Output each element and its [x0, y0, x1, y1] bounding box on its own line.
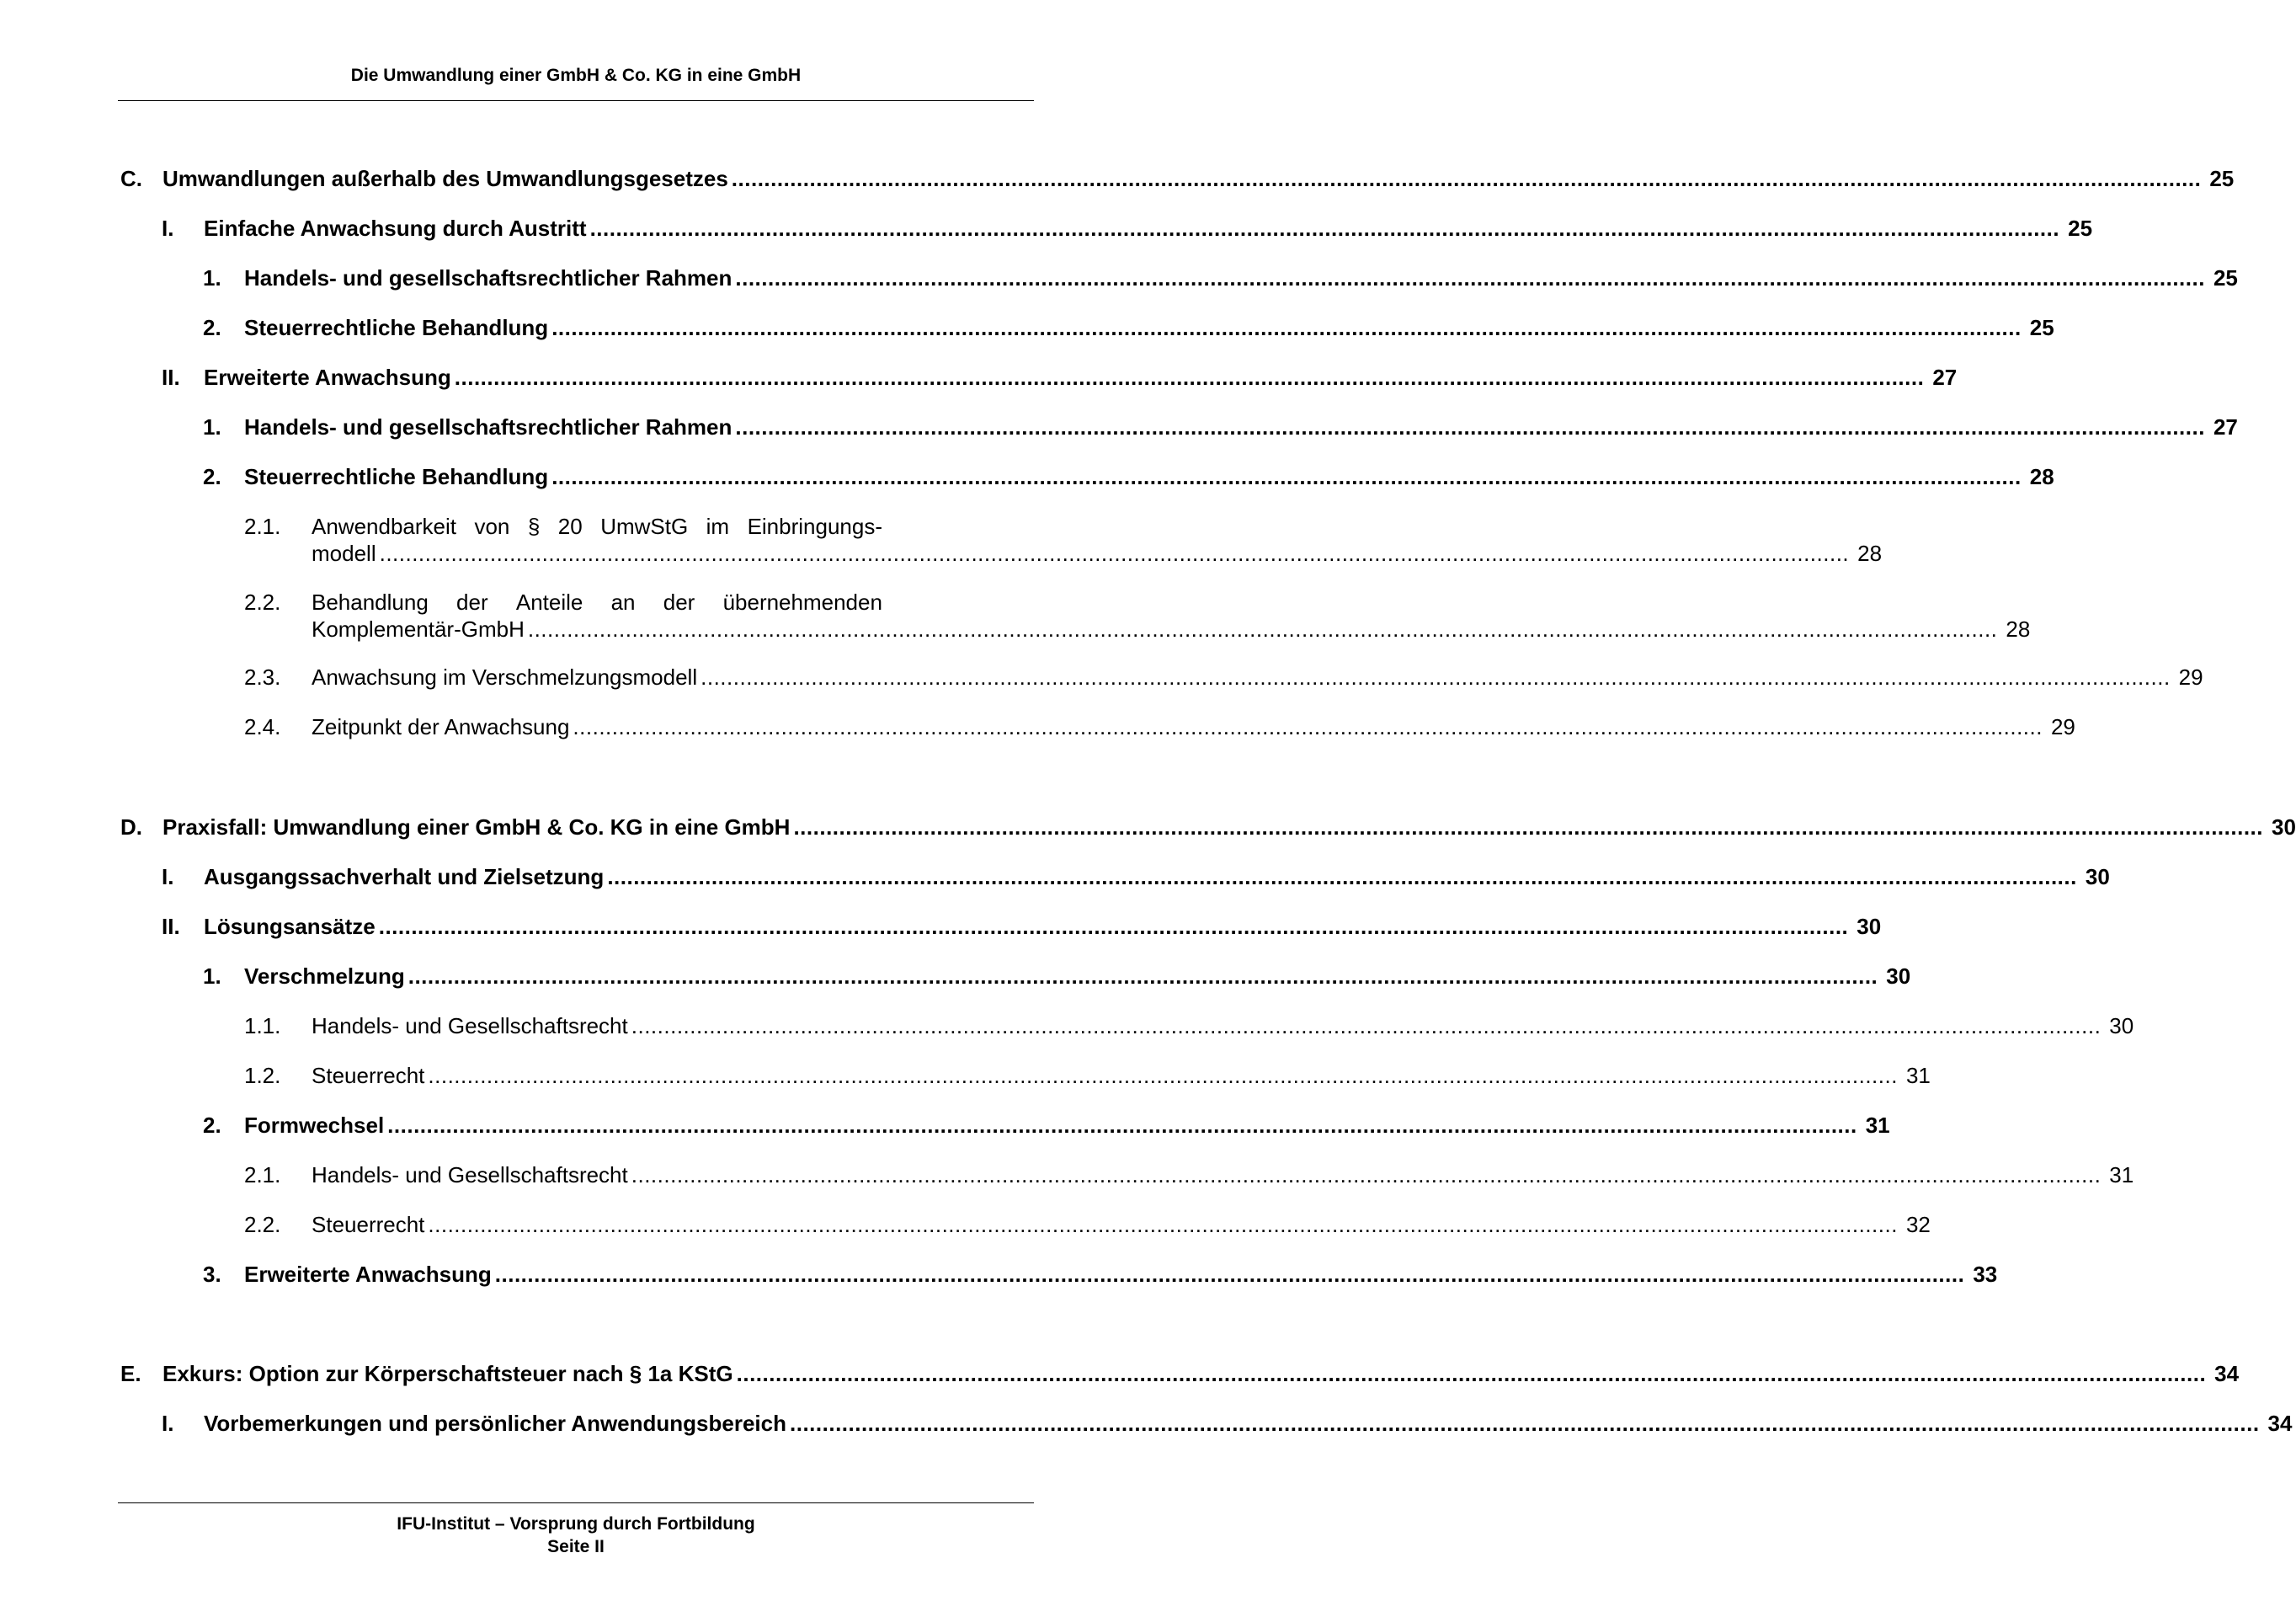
toc-page-number: 30	[1857, 914, 1882, 939]
toc-number: C.	[120, 166, 142, 191]
toc-leader-dots	[551, 464, 2022, 490]
toc-title: Steuerrecht	[312, 1063, 425, 1088]
toc-title: Handels- und gesellschaftsrechtlicher Rahmen	[244, 265, 732, 291]
toc-number: II.	[162, 365, 180, 390]
toc-entry[interactable]	[120, 1361, 2240, 1388]
toc-leader-dots	[732, 166, 2202, 192]
toc-leader-dots	[380, 541, 1850, 567]
toc-leader-dots	[631, 1162, 2102, 1188]
toc-title: Verschmelzung	[244, 963, 405, 989]
toc-number: 2.1.	[244, 514, 281, 539]
toc-number: I.	[162, 1411, 174, 1436]
toc-number: E.	[120, 1361, 141, 1386]
toc-page-number: 31	[1905, 1063, 1931, 1088]
toc-title-line1: Anwendbarkeit von § 20 UmwStG im Einbringungs-	[312, 514, 882, 539]
toc-entry[interactable]	[244, 1063, 1931, 1090]
toc-entry[interactable]	[162, 216, 2093, 243]
toc-entry[interactable]	[162, 914, 1882, 941]
toc-entry[interactable]	[244, 1162, 2134, 1189]
toc-leader-dots	[735, 265, 2205, 291]
footer-page-label: Seite II	[547, 1537, 605, 1556]
toc-entry[interactable]	[244, 664, 2203, 691]
toc-page-number: 33	[1973, 1262, 1998, 1287]
toc-title: Umwandlungen außerhalb des Umwandlungsgesetzes	[162, 166, 728, 191]
toc-page-number: 25	[2209, 166, 2235, 191]
toc-number: 2.2.	[244, 590, 281, 615]
toc-entry[interactable]	[203, 464, 2054, 491]
toc-page-number: 27	[2213, 414, 2238, 440]
toc-leader-dots	[701, 664, 2171, 691]
toc-title: Erweiterte Anwachsung	[204, 365, 451, 390]
toc-number: 1.	[203, 963, 221, 989]
toc-page-number: 30	[2109, 1013, 2134, 1038]
toc-leader-dots	[573, 714, 2043, 740]
toc-number: 3.	[203, 1262, 221, 1287]
toc-number: I.	[162, 216, 174, 241]
toc-number: I.	[162, 864, 174, 889]
toc-entry[interactable]	[162, 1411, 2293, 1438]
toc-number: 2.	[203, 464, 221, 489]
toc-number: 1.2.	[244, 1063, 281, 1088]
toc-title: Praxisfall: Umwandlung einer GmbH & Co. KG in eine GmbH	[162, 814, 791, 840]
toc-title: Handels- und Gesellschaftsrecht	[312, 1013, 628, 1038]
toc-entry[interactable]	[203, 1262, 1998, 1289]
toc-title: Einfache Anwachsung durch Austritt	[204, 216, 587, 241]
toc-entry[interactable]	[203, 315, 2054, 342]
toc-leader-dots	[387, 1113, 1857, 1139]
toc-title: Formwechsel	[244, 1113, 385, 1138]
toc-title: Erweiterte Anwachsung	[244, 1262, 492, 1287]
toc-leader-dots	[793, 814, 2263, 841]
footer-rule	[118, 1502, 1034, 1503]
toc-page-number: 29	[2178, 664, 2203, 690]
toc-leader-dots	[495, 1262, 1965, 1288]
toc-leader-dots	[790, 1411, 2260, 1437]
toc-title: Steuerrechtliche Behandlung	[244, 464, 549, 489]
toc-leader-dots	[735, 414, 2205, 440]
toc-entry[interactable]	[244, 590, 2031, 643]
toc-entry[interactable]	[120, 814, 2296, 841]
toc-entry[interactable]	[203, 1113, 1890, 1139]
toc-title: Komplementär-GmbH	[312, 616, 525, 642]
toc-page-number: 31	[1865, 1113, 1890, 1138]
toc-title: Zeitpunkt der Anwachsung	[312, 714, 570, 739]
toc-entry[interactable]	[203, 265, 2238, 292]
toc-leader-dots	[737, 1361, 2207, 1387]
toc-leader-dots	[408, 963, 1878, 990]
toc-page-number: 34	[2267, 1411, 2293, 1436]
toc-number: 2.	[203, 1113, 221, 1138]
toc-page-number: 30	[2085, 864, 2110, 889]
toc-page-number: 29	[2050, 714, 2075, 739]
toc-title: Exkurs: Option zur Körperschaftsteuer nach § 1a KStG	[162, 1361, 733, 1386]
toc-page-number: 25	[2029, 315, 2054, 340]
toc-title: Steuerrechtliche Behandlung	[244, 315, 549, 340]
toc-entry[interactable]	[244, 1013, 2134, 1040]
toc-title: Handels- und gesellschaftsrechtlicher Rahmen	[244, 414, 732, 440]
toc-title-line1: Behandlung der Anteile an der übernehmenden	[312, 590, 882, 615]
toc-number: 2.4.	[244, 714, 281, 739]
toc-title: modell	[312, 541, 376, 566]
toc-number: 1.1.	[244, 1013, 281, 1038]
running-footer	[118, 1513, 1034, 1558]
toc-title: Lösungsansätze	[204, 914, 376, 939]
toc-number: 1.	[203, 265, 221, 291]
toc-entry[interactable]	[244, 514, 1883, 568]
toc-entry[interactable]	[203, 414, 2238, 441]
toc-page-number: 34	[2214, 1361, 2240, 1386]
toc-page-number: 30	[2272, 814, 2296, 840]
toc-entry[interactable]	[162, 864, 2110, 891]
toc-number: 2.	[203, 315, 221, 340]
toc-leader-dots	[607, 864, 2077, 890]
toc-page-number: 28	[2006, 616, 2031, 642]
toc-leader-dots	[455, 365, 1925, 391]
toc-entry[interactable]	[203, 963, 1911, 990]
toc-title: Handels- und Gesellschaftsrecht	[312, 1162, 628, 1187]
toc-leader-dots	[590, 216, 2060, 242]
running-header: Die Umwandlung einer GmbH & Co. KG in eine GmbH	[350, 66, 802, 85]
toc-number: 2.2.	[244, 1212, 281, 1237]
toc-leader-dots	[528, 616, 1998, 643]
toc-page-number: 27	[1932, 365, 1958, 390]
toc-number: D.	[120, 814, 142, 840]
toc-number: II.	[162, 914, 180, 939]
toc-page-number: 25	[2068, 216, 2093, 241]
toc-leader-dots	[428, 1063, 1898, 1089]
toc-entry[interactable]	[120, 166, 2235, 193]
toc-page-number: 28	[2029, 464, 2054, 489]
toc-leader-dots	[631, 1013, 2102, 1039]
toc-title: Ausgangssachverhalt und Zielsetzung	[204, 864, 605, 889]
toc-leader-dots	[551, 315, 2022, 341]
toc-title: Vorbemerkungen und persönlicher Anwendungsbereich	[204, 1411, 786, 1436]
toc-entry[interactable]	[244, 1212, 1931, 1239]
toc-page-number: 32	[1905, 1212, 1931, 1237]
toc-number: 2.3.	[244, 664, 281, 690]
toc-page-number: 28	[1857, 541, 1883, 566]
toc-page-number: 30	[1886, 963, 1911, 989]
toc-leader-dots	[428, 1212, 1898, 1238]
toc-number: 1.	[203, 414, 221, 440]
toc-entry[interactable]	[162, 365, 1958, 392]
toc-title: Steuerrecht	[312, 1212, 425, 1237]
toc-page-number: 31	[2109, 1162, 2134, 1187]
toc-leader-dots	[379, 914, 1849, 940]
toc-number: 2.1.	[244, 1162, 281, 1187]
toc-entry[interactable]	[244, 714, 2075, 741]
footer-institute: IFU-Institut – Vorsprung durch Fortbildung	[397, 1514, 755, 1534]
toc-title: Anwachsung im Verschmelzungsmodell	[312, 664, 698, 690]
toc-page-number: 25	[2213, 265, 2238, 291]
